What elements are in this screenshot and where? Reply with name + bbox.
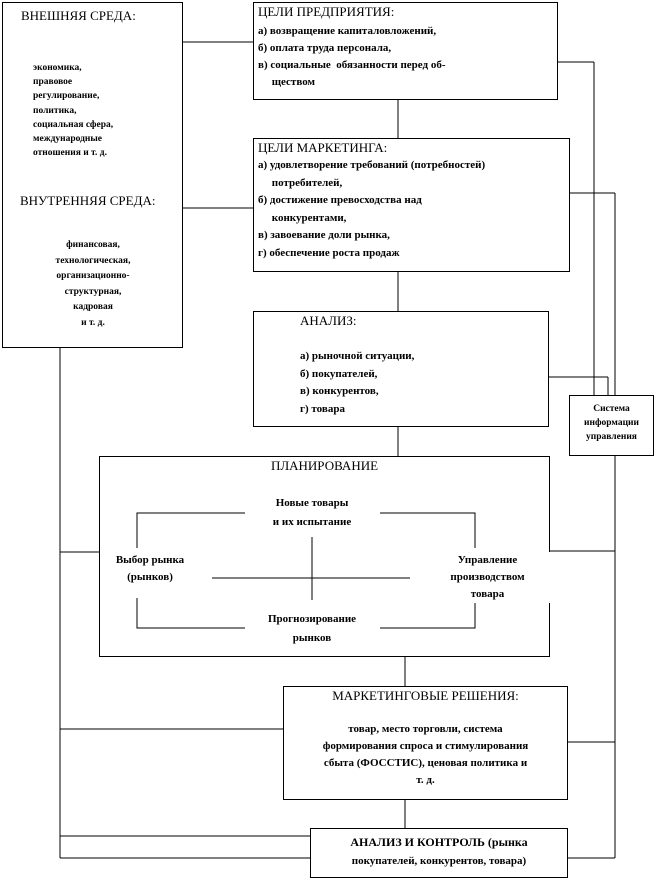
list-item: регулирование,	[33, 91, 100, 102]
list-item: отношения и т. д.	[33, 148, 107, 159]
list-item: б) достижение превосходства над	[258, 194, 422, 206]
list-item: социальная сфера,	[33, 119, 114, 130]
list-item: организационно-	[56, 271, 130, 281]
environment-box	[2, 2, 183, 348]
marketing-goals-box	[253, 138, 570, 272]
planning-title: ПЛАНИРОВАНИЕ	[270, 458, 379, 473]
list-item: а) возвращение капиталовложений,	[258, 25, 437, 37]
list-item: б) оплата труда персонала,	[258, 42, 392, 54]
list-item: международные	[33, 134, 103, 145]
list-item: структурная,	[64, 286, 122, 297]
marketing-decisions-box	[283, 686, 568, 800]
list-item: в) конкурентов,	[300, 385, 379, 397]
company-goals-title: ЦЕЛИ ПРЕДПРИЯТИЯ:	[258, 4, 395, 19]
analysis-control-text: АНАЛИЗ И КОНТРОЛЬ (рынка покупателей, конкурентов, товара)	[350, 835, 528, 867]
list-item: формирования спроса и стимулирования	[322, 740, 529, 752]
list-item: кадровая	[73, 302, 113, 312]
mis-box	[569, 395, 654, 456]
list-item: в) завоевание доли рынка,	[258, 229, 390, 241]
list-item: ществом	[258, 76, 315, 88]
analysis-title: АНАЛИЗ:	[300, 313, 357, 328]
list-item: товар, место торговли, система	[348, 723, 503, 735]
list-item: сбыта (ФОССТИС), ценовая политика и	[323, 757, 528, 769]
analysis-control-box	[310, 828, 568, 878]
list-item: г) обеспечение роста продаж	[258, 246, 400, 259]
analysis-box	[253, 311, 549, 427]
marketing-goals-title: ЦЕЛИ МАРКЕТИНГА:	[258, 140, 388, 155]
internal-environment-list	[23, 238, 163, 331]
analysis-list	[300, 348, 414, 418]
marketing-goals-list	[258, 157, 485, 262]
planning-new-products: Новые товары и их испытание	[272, 497, 352, 528]
internal-environment-title: ВНУТРЕННЯЯ СРЕДА:	[20, 193, 156, 208]
external-environment-list	[33, 61, 113, 160]
list-item: в) социальные обязанности перед об-	[258, 59, 446, 71]
list-item: правовое	[33, 77, 73, 88]
list-item: конкурентами,	[258, 211, 347, 224]
planning-market-selection: Выбор рынка (рынков)	[100, 552, 200, 586]
list-item: б) покупателей,	[300, 367, 378, 380]
list-item: политика,	[33, 105, 77, 116]
planning-production-management: Управление производством товара	[425, 552, 550, 603]
list-item: и т. д.	[81, 317, 105, 328]
planning-market-forecasting: Прогнозирование рынков	[267, 613, 357, 644]
mis-text: Система информации управления	[584, 404, 639, 442]
marketing-decisions-title: МАРКЕТИНГОВЫЕ РЕШЕНИЯ:	[332, 688, 519, 703]
list-item: экономика,	[33, 63, 82, 73]
list-item: а) удовлетворение требований (потребностей)	[258, 159, 486, 171]
list-item: т. д.	[416, 774, 435, 786]
list-item: финансовая,	[66, 240, 120, 250]
marketing-decisions-list	[284, 721, 567, 789]
company-goals-box	[253, 2, 558, 100]
list-item: а) рыночной ситуации,	[300, 350, 415, 362]
list-item: технологическая,	[55, 255, 131, 266]
list-item: потребителей,	[258, 176, 343, 189]
external-environment-title: ВНЕШНЯЯ СРЕДА:	[21, 8, 136, 23]
list-item: г) товара	[300, 402, 345, 415]
company-goals-list	[258, 23, 446, 91]
